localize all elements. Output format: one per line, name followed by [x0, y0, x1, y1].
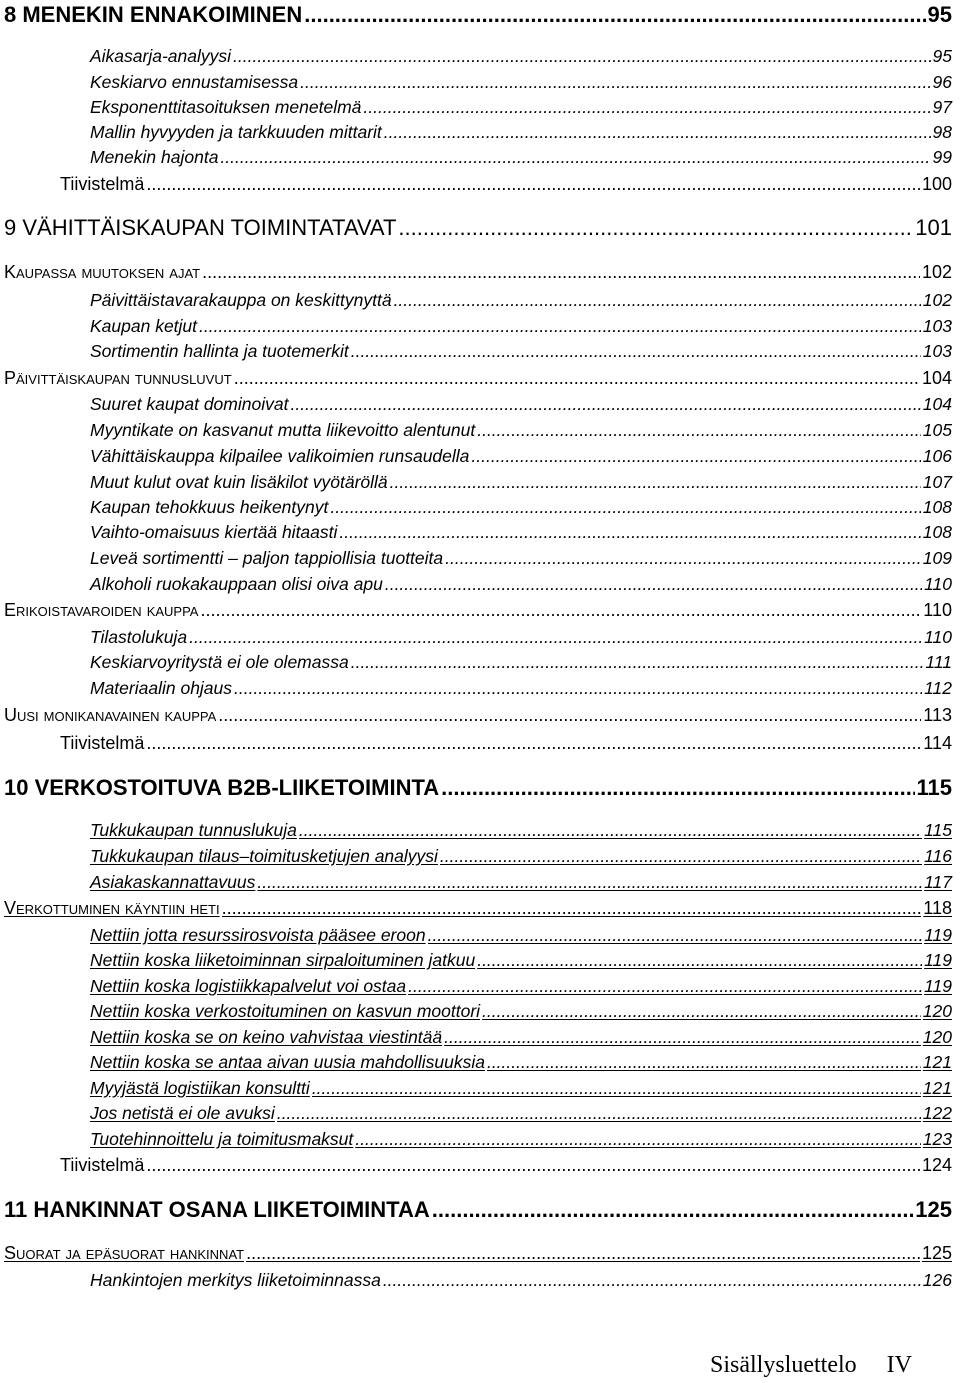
toc-entry-title: Asiakaskannattavuus — [90, 872, 256, 892]
toc-section[interactable] — [4, 1243, 952, 1264]
toc-subsection[interactable] — [90, 522, 952, 543]
toc-section[interactable] — [4, 262, 952, 283]
dot-leader — [471, 446, 920, 467]
toc-entry-page: 102 — [922, 290, 952, 310]
toc-subsection[interactable] — [90, 820, 952, 841]
toc-entry-title: Mallin hyvyyden ja tarkkuuden mittarit — [90, 122, 382, 142]
page-footer — [710, 1352, 912, 1379]
toc-section[interactable] — [4, 705, 952, 726]
toc-entry-title: Hankintojen merkitys liiketoiminnassa — [90, 1270, 381, 1290]
toc-entry-title: Leveä sortimentti – paljon tappiollisia tuotteita — [90, 548, 444, 568]
toc-entry-title: Alkoholi ruokakauppaan olisi oiva apu — [90, 574, 383, 594]
toc-entry-title: Sortimentin hallinta ja tuotemerkit — [90, 341, 349, 361]
toc-entry-page: 109 — [922, 548, 952, 568]
toc-subsection[interactable] — [90, 925, 952, 946]
toc-subsection[interactable] — [90, 1129, 952, 1150]
toc-entry-page: 124 — [921, 1155, 952, 1175]
toc-chapter[interactable] — [4, 1197, 952, 1223]
dot-leader — [398, 215, 913, 241]
toc-entry-title: Suuret kaupat dominoivat — [90, 394, 289, 414]
toc-subsection[interactable] — [90, 290, 952, 311]
toc-chapter[interactable] — [4, 2, 952, 28]
toc-entry-page: 102 — [921, 262, 952, 282]
toc-chapter[interactable] — [4, 775, 952, 801]
toc-subsection[interactable] — [90, 472, 952, 493]
dot-leader — [383, 1270, 921, 1291]
dot-leader — [330, 497, 920, 518]
toc-entry-title: Muut kulut ovat kuin lisäkilot vyötäröllä — [90, 472, 388, 492]
toc-entry-title: Kaupan tehokkuus heikentynyt — [90, 497, 329, 517]
toc-entry-page: 116 — [924, 846, 952, 866]
toc-entry-page: 108 — [922, 497, 952, 517]
toc-entry-title: Nettiin koska verkostoituminen on kasvun moottori — [90, 1001, 481, 1021]
toc-entry-title: Vaihto-omaisuus kiertää hitaasti — [90, 522, 338, 542]
toc-entry-page: 110 — [924, 574, 952, 594]
dot-leader — [222, 898, 922, 919]
toc-subsection[interactable] — [90, 122, 952, 143]
dot-leader — [277, 1103, 921, 1124]
dot-leader — [440, 846, 922, 867]
dot-leader — [233, 46, 931, 67]
toc-entry-title: Keskiarvo ennustamisessa — [90, 72, 299, 92]
toc-subsection[interactable] — [90, 1001, 952, 1022]
toc-subsection[interactable] — [90, 950, 952, 971]
toc-entry-title: Eksponenttitasoituksen menetelmä — [90, 97, 362, 117]
toc-subsection[interactable] — [90, 46, 952, 67]
toc-entry-title: Tiivistelmä — [60, 733, 145, 753]
toc-entry-page: 123 — [922, 1129, 952, 1149]
toc-entry-title: 8 MENEKIN ENNAKOIMINEN — [4, 2, 303, 27]
toc-entry-title: Vähittäiskauppa kilpailee valikoimien runsaudella — [90, 446, 470, 466]
toc-entry-page: 103 — [922, 316, 952, 336]
toc-subsection[interactable] — [90, 341, 952, 362]
toc-subsection[interactable] — [90, 652, 952, 673]
dot-leader — [441, 775, 914, 801]
dot-leader — [487, 1052, 921, 1073]
toc-section[interactable] — [4, 368, 952, 389]
toc-entry-page: 117 — [924, 872, 952, 892]
toc-subsection[interactable] — [90, 548, 952, 569]
toc-entry-page: 122 — [922, 1103, 952, 1123]
toc-section[interactable] — [4, 898, 952, 919]
toc-entry-page: 110 — [924, 627, 952, 647]
dot-leader — [220, 147, 930, 168]
toc-entry-page: 119 — [924, 950, 952, 970]
toc-entry-page: 95 — [932, 46, 952, 66]
toc-entry-title: Kaupassa muutoksen ajat — [4, 262, 201, 282]
toc-entry-title: Päivittäiskaupan tunnusluvut — [4, 368, 232, 388]
toc-subsection[interactable] — [90, 976, 952, 997]
toc-subsection[interactable] — [90, 1027, 952, 1048]
toc-entry-title: Uusi monikanavainen kauppa — [4, 705, 217, 725]
toc-entry-title: Nettiin koska logistiikkapalvelut voi ostaa — [90, 976, 407, 996]
toc-entry-page: 106 — [922, 446, 952, 466]
toc-entry-title: 11 HANKINNAT OSANA LIIKETOIMINTAA — [4, 1197, 430, 1222]
toc-entry-page: 119 — [924, 976, 952, 996]
footer-page-number: IV — [886, 1352, 912, 1378]
toc-entry-title: Päivittäistavarakauppa on keskittynyttä — [90, 290, 392, 310]
toc-entry-page: 111 — [925, 652, 952, 672]
dot-leader — [477, 950, 922, 971]
toc-subsection[interactable] — [90, 1078, 952, 1099]
toc-entry-title: Kaupan ketjut — [90, 316, 198, 336]
dot-leader — [385, 574, 922, 595]
toc-entry-page: 110 — [923, 600, 952, 620]
dot-leader — [202, 262, 920, 283]
dot-leader — [477, 420, 921, 441]
dot-leader — [432, 1197, 914, 1223]
toc-chapter[interactable] — [4, 215, 952, 241]
toc-entry-page: 100 — [921, 174, 952, 194]
toc-subsection[interactable] — [90, 1052, 952, 1073]
dot-leader — [218, 705, 921, 726]
dot-leader — [257, 872, 922, 893]
toc-entry-title: Tuotehinnoittelu ja toimitusmaksut — [90, 1129, 354, 1149]
toc-entry-title: Menekin hajonta — [90, 147, 219, 167]
dot-leader — [363, 97, 930, 118]
toc-entry-page: 98 — [932, 122, 952, 142]
dot-leader — [300, 72, 930, 93]
toc-subsection[interactable] — [90, 627, 952, 648]
toc-subsection[interactable] — [90, 97, 952, 118]
dot-leader — [200, 600, 921, 621]
toc-entry-title: Keskiarvoyritystä ei ole olemassa — [90, 652, 349, 672]
toc-entry-page: 120 — [922, 1027, 952, 1047]
toc-subsection[interactable] — [90, 316, 952, 337]
toc-entry-title: Tilastolukuja — [90, 627, 188, 647]
dot-leader — [199, 316, 921, 337]
toc-entry-title: Nettiin jotta resurssirosvoista pääsee eroon — [90, 925, 426, 945]
toc-entry-title: Tiivistelmä — [60, 174, 145, 194]
toc-entry-title: 10 VERKOSTOITUVA B2B-LIIKETOIMINTA — [4, 775, 440, 800]
toc-entry-title: Erikoistavaroiden kauppa — [4, 600, 199, 620]
toc-entry-page: 126 — [922, 1270, 952, 1290]
dot-leader — [304, 2, 925, 28]
toc-subsection[interactable] — [90, 147, 952, 168]
toc-subsection[interactable] — [90, 420, 952, 441]
toc-entry-page: 96 — [932, 72, 952, 92]
toc-subsection[interactable] — [90, 1103, 952, 1124]
toc-entry-page: 121 — [922, 1052, 952, 1072]
toc-entry-page: 99 — [932, 147, 952, 167]
footer-label: Sisällysluettelo — [710, 1352, 857, 1378]
toc-entry-title: Nettiin koska liiketoiminnan sirpaloituminen jatkuu — [90, 950, 476, 970]
toc-entry-page: 107 — [922, 472, 952, 492]
toc-subsection[interactable] — [90, 446, 952, 467]
toc-entry-title: Myyjästä logistiikan konsultti — [90, 1078, 310, 1098]
toc-subsection[interactable] — [90, 846, 952, 867]
dot-leader — [234, 678, 922, 699]
dot-leader — [351, 652, 924, 673]
toc-entry-page: 115 — [916, 775, 952, 800]
dot-leader — [246, 1243, 920, 1264]
toc-entry-title: Tukkukaupan tilaus–toimitusketjujen analyysi — [90, 846, 438, 866]
toc-subsection[interactable] — [90, 678, 952, 699]
dot-leader — [408, 976, 922, 997]
toc-entry-page: 120 — [922, 1001, 952, 1021]
dot-leader — [146, 733, 921, 754]
toc-entry-page: 114 — [923, 733, 952, 753]
dot-leader — [384, 122, 931, 143]
dot-leader — [390, 472, 921, 493]
toc-entry-page: 95 — [927, 2, 952, 27]
dot-leader — [394, 290, 921, 311]
dot-leader — [290, 394, 920, 415]
toc-subsection[interactable] — [90, 394, 952, 415]
dot-leader — [299, 820, 922, 841]
dot-leader — [444, 1027, 921, 1048]
toc-entry-title: Nettiin koska se antaa aivan uusia mahdollisuuksia — [90, 1052, 485, 1072]
toc-entry-page: 108 — [922, 522, 952, 542]
dot-leader — [312, 1078, 921, 1099]
toc-entry-title: Jos netistä ei ole avuksi — [90, 1103, 275, 1123]
toc-entry-title: 9 VÄHITTÄISKAUPAN TOIMINTATAVAT — [4, 215, 397, 240]
toc-entry-title: Aikasarja-analyysi — [90, 46, 232, 66]
toc-summary[interactable] — [60, 733, 952, 754]
toc-entry-page: 105 — [922, 420, 952, 440]
toc-subsection[interactable] — [90, 872, 952, 893]
dot-leader — [146, 174, 920, 195]
dot-leader — [351, 341, 921, 362]
dot-leader — [339, 522, 920, 543]
dot-leader — [445, 548, 921, 569]
dot-leader — [355, 1129, 921, 1150]
toc-entry-title: Myyntikate on kasvanut mutta liikevoitto alentunut — [90, 420, 476, 440]
toc-entry-title: Materiaalin ohjaus — [90, 678, 233, 698]
toc-entry-page: 113 — [923, 705, 952, 725]
toc-entry-page: 103 — [922, 341, 952, 361]
toc-entry-page: 125 — [915, 1197, 952, 1222]
dot-leader — [428, 925, 923, 946]
toc-summary[interactable] — [60, 1155, 952, 1176]
toc-entry-page: 104 — [921, 368, 952, 388]
toc-entry-title: Tiivistelmä — [60, 1155, 145, 1175]
toc-entry-page: 104 — [922, 394, 952, 414]
toc-entry-page: 119 — [924, 925, 952, 945]
toc-entry-title: Nettiin koska se on keino vahvistaa viestintää — [90, 1027, 443, 1047]
toc-subsection[interactable] — [90, 574, 952, 595]
toc-summary[interactable] — [60, 174, 952, 195]
toc-entry-title: Verkottuminen käyntiin heti — [4, 898, 220, 918]
toc-entry-page: 125 — [921, 1243, 952, 1263]
toc-entry-page: 112 — [924, 678, 952, 698]
toc-subsection[interactable] — [90, 72, 952, 93]
dot-leader — [146, 1155, 920, 1176]
dot-leader — [482, 1001, 921, 1022]
dot-leader — [234, 368, 920, 389]
toc-entry-title: Tukkukaupan tunnuslukuja — [90, 820, 297, 840]
toc-entry-page: 97 — [932, 97, 952, 117]
toc-entry-page: 101 — [915, 215, 952, 240]
toc-entry-title: Suorat ja epäsuorat hankinnat — [4, 1243, 245, 1263]
toc-subsection[interactable] — [90, 497, 952, 518]
toc-entry-page: 118 — [923, 898, 952, 918]
toc-section[interactable] — [4, 600, 952, 621]
toc-entry-page: 121 — [922, 1078, 952, 1098]
dot-leader — [189, 627, 922, 648]
toc-subsection[interactable] — [90, 1270, 952, 1291]
toc-entry-page: 115 — [924, 820, 952, 840]
